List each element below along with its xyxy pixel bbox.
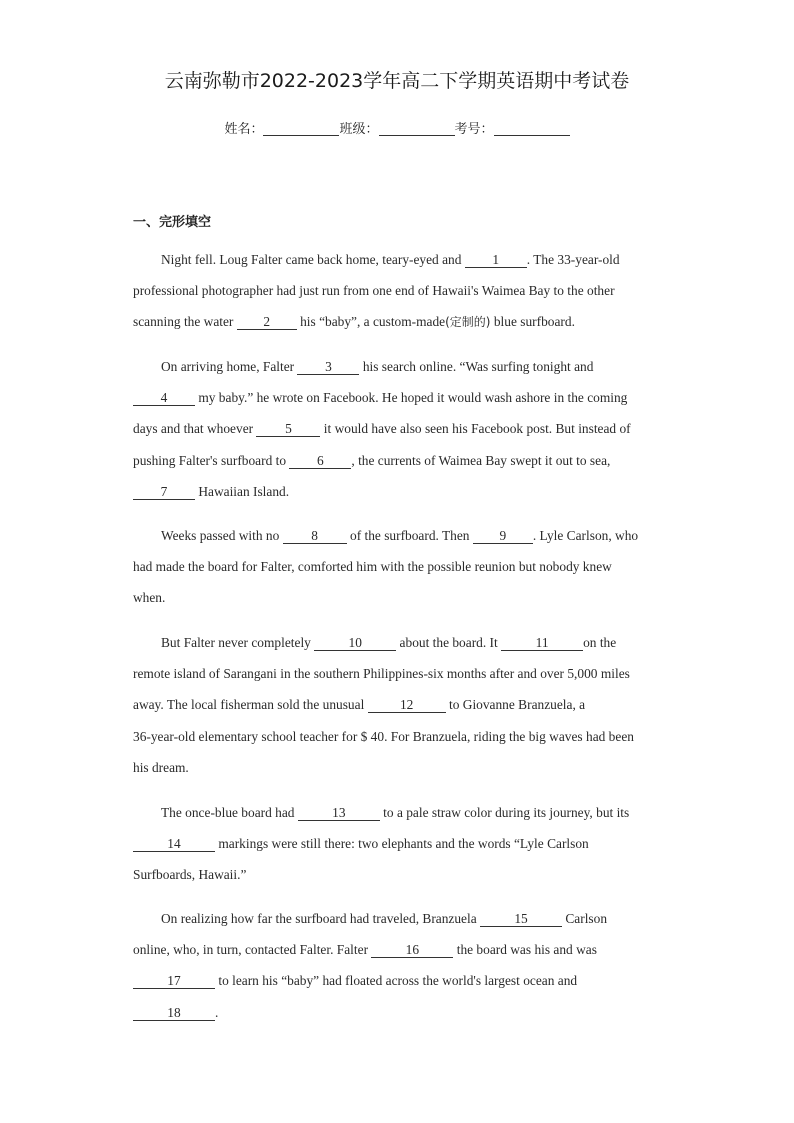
text: of the surfboard. Then — [346, 528, 473, 543]
blank-1[interactable]: 1 — [465, 252, 527, 268]
name-label: 姓名： — [224, 122, 264, 137]
paragraph-4 — [133, 627, 663, 783]
text: on the — [583, 635, 617, 650]
text: . — [215, 1004, 219, 1020]
blank-10[interactable]: 10 — [314, 635, 396, 651]
text: Carlson — [562, 911, 608, 926]
blank-4[interactable]: 4 — [133, 390, 195, 406]
text: remote island of Sarangani in the southern Philippines-six months after and over 5,000 miles — [133, 666, 630, 682]
blank-13[interactable]: 13 — [298, 805, 380, 821]
text: his dream. — [133, 759, 189, 775]
text: to a pale straw color during its journey, but its — [379, 805, 630, 820]
text: On realizing how far the surfboard had traveled, Branzuela — [161, 911, 481, 926]
text: to learn his “baby” had floated across the world's largest ocean and — [215, 973, 578, 989]
text: professional photographer had just run from one end of Hawaii's Waimea Bay to the other — [133, 283, 615, 299]
blank-18[interactable]: 18 — [133, 1005, 215, 1021]
text: Weeks passed with no — [161, 528, 283, 543]
text: my baby.” he wrote on Facebook. He hoped it would wash ashore in the coming — [195, 390, 628, 406]
text: On arriving home, Falter — [161, 359, 298, 374]
paragraph-5 — [133, 797, 663, 891]
blank-9[interactable]: 9 — [473, 528, 533, 544]
blank-14[interactable]: 14 — [133, 836, 215, 852]
class-blank[interactable] — [379, 121, 455, 136]
section-title: 一、完形填空 — [133, 215, 212, 230]
text: 36-year-old elementary school teacher for $ 40. For Branzuela, riding the big waves had been — [133, 728, 634, 744]
paragraph-1 — [133, 244, 663, 339]
text: the board was his and was — [453, 942, 597, 958]
text: when. — [133, 590, 166, 606]
blank-11[interactable]: 11 — [501, 635, 583, 651]
blank-15[interactable]: 15 — [480, 911, 562, 927]
text: pushing Falter's surfboard to — [133, 452, 290, 468]
text: scanning the water — [133, 314, 237, 330]
text: Night fell. Loug Falter came back home, teary-eyed and — [161, 252, 465, 267]
blank-3[interactable]: 3 — [297, 359, 359, 375]
text-annotation: (定制的) — [445, 315, 491, 330]
paragraph-6 — [133, 903, 663, 1028]
text: online, who, in turn, contacted Falter. Falter — [133, 942, 372, 958]
text: markings were still there: two elephants and the words “Lyle Carlson — [215, 836, 589, 852]
blank-5[interactable]: 5 — [256, 421, 320, 437]
blank-7[interactable]: 7 — [133, 484, 195, 500]
text: it would have also seen his Facebook post. But instead of — [320, 421, 631, 437]
exam-title: 云南弥勒市2022-2023学年高二下学期英语期中考试卷 — [164, 70, 630, 92]
text: . Lyle Carlson, who — [532, 528, 639, 543]
text: , the currents of Waimea Bay swept it out to sea, — [351, 452, 611, 468]
text: had made the board for Falter, comforted him with the possible reunion but nobody knew — [133, 559, 612, 575]
text: about the board. It — [396, 635, 502, 650]
text: The once-blue board had — [161, 805, 298, 820]
text: But Falter never completely — [161, 635, 315, 650]
text: Surfboards, Hawaii.” — [133, 867, 247, 883]
blank-16[interactable]: 16 — [371, 942, 453, 958]
text: his search online. “Was surfing tonight and — [359, 359, 594, 374]
text: days and that whoever — [133, 421, 257, 437]
text: blue surfboard. — [490, 314, 575, 330]
text: Hawaiian Island. — [195, 483, 290, 499]
blank-2[interactable]: 2 — [237, 314, 297, 330]
text: his “baby”, a custom-made — [296, 314, 446, 330]
name-blank[interactable] — [263, 121, 339, 136]
paragraph-3 — [133, 520, 663, 614]
text: away. The local fisherman sold the unusual — [133, 697, 368, 713]
number-blank[interactable] — [494, 121, 570, 136]
blank-12[interactable]: 12 — [368, 697, 446, 713]
blank-8[interactable]: 8 — [283, 528, 347, 544]
blank-17[interactable]: 17 — [133, 973, 215, 989]
text: to Giovanne Branzuela, a — [445, 697, 586, 713]
student-info-row — [0, 118, 794, 137]
blank-6[interactable]: 6 — [289, 453, 351, 469]
text: . The 33-year-old — [526, 252, 620, 267]
number-label: 考号： — [454, 122, 494, 137]
class-label: 班级： — [339, 122, 379, 137]
paragraph-2 — [133, 351, 663, 507]
